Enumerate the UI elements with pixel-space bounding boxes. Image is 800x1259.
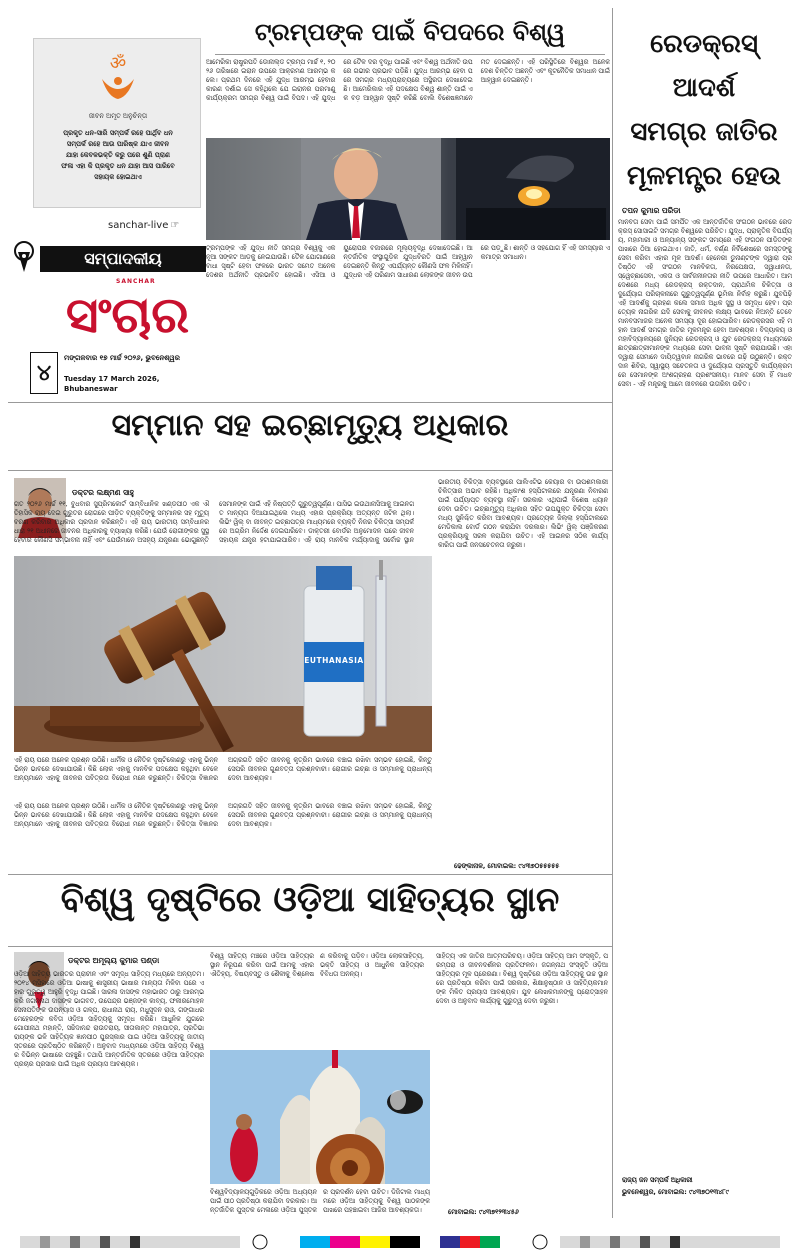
redcross-headline-line: ରେଡକ୍ରସ୍: [650, 29, 758, 59]
trump-headline: ଟ୍ରମ୍ପଙ୍କ ପାଇଁ ବିପଦରେ ବିଶ୍ୱ: [254, 18, 566, 46]
literature-photo: [210, 1050, 430, 1184]
euthanasia-body-mid: ଏହି ରାୟ ପରେ ଅନେକ ପ୍ରଶ୍ନ ଉଠିଛି। ଧାର୍ମିକ ଓ ନୈତିକ ଦୃଷ୍ଟିକୋଣରୁ ଏହାକୁ ଭିନ୍ନ ଭିନ୍ନ ଭାବରେ ଦେଖାଯାଉଛି। କିଛି ଲୋକ ଏହାକୁ ମାନବିକ ପଦକ୍ଷେପ କହୁଥିବା ବେଳେ ଅନ୍ୟମାନେ ଏହାକୁ ଜୀବନର ପବିତ୍ରତା ବିରୋଧୀ ମନେ କରୁଛନ୍ତି। ଚିକିତ୍ସା ବିଜ୍ଞାନର ଅଗ୍ରଗତି ସହିତ ଜୀବନକୁ କୃତ୍ରିମ ଭାବରେ ବଞ୍ଚାଇ ରଖିବା ସମ୍ଭବ ହୋଇଛି, କିନ୍ତୁ ସେପରି ଜୀବନର ଗୁଣବତ୍ତା ପ୍ରଶ୍ନବାଚୀ। ରୋଗୀର ଇଚ୍ଛା ଓ ସମ୍ମାନକୁ ପ୍ରାଧାନ୍ୟ ଦେବା ଆବଶ୍ୟକ।: [14, 756, 432, 782]
literature-body-left: ଓଡ଼ିଆ ସାହିତ୍ୟ ଭାରତର ପ୍ରାଚୀନ ଏବଂ ସମୃଦ୍ଧ ସାହିତ୍ୟ ମଧ୍ୟରେ ଅନ୍ୟତମ। ୨୦୧୪ ମସିହାରେ ଓଡ଼ିଆ ଭାଷାକୁ ଶାସ୍ତ୍ରୀୟ ଭାଷାର ମାନ୍ୟତା ମିଳିବା ପରେ ଏହାର ଗୁରୁତ୍ୱ ଆହୁରି ବୃଦ୍ଧି ପାଇଛି। ସାରଳା ଦାସଙ୍କ ମହାଭାରତ ଠାରୁ ଆରମ୍ଭ କରି ଜଗନ୍ନାଥ ଦାସଙ୍କ ଭାଗବତ, ଉପେନ୍ଦ୍ର ଭଞ୍ଜଙ୍କ କାବ୍ୟ, ଫକୀରମୋହନ ସେନାପତିଙ୍କ ଉପନ୍ୟାସ ଓ ଗଳ୍ପ, ରାଧାନାଥ ରାୟ, ମଧୁସୂଦନ ରାଓ, ଗଙ୍ଗାଧର ମେହେରଙ୍କ କବିତା ଓଡ଼ିଆ ସାହିତ୍ୟକୁ ସମୃଦ୍ଧ କରିଛି। ଆଧୁନିକ ଯୁଗରେ ଗୋପୀନାଥ ମହାନ୍ତି, ସଚ୍ଚିଦାନନ୍ଦ ରାଉତରାୟ, ସୀତାକାନ୍ତ ମହାପାତ୍ର, ପ୍ରତିଭା ରାୟଙ୍କ ଭଳି ସାହିତ୍ୟିକ ଜ୍ଞାନପୀଠ ପୁରସ୍କାର ପାଇ ଓଡ଼ିଆ ସାହିତ୍ୟକୁ ଜାତୀୟ ସ୍ତରରେ ପ୍ରତିଷ୍ଠିତ କରିଛନ୍ତି। ଅନୁବାଦ ମାଧ୍ୟମରେ ଓଡ଼ିଆ ସାହିତ୍ୟ ବିଶ୍ୱର ବିଭିନ୍ନ ଭାଷାରେ ପହଞ୍ଚୁଛି। ତଥାପି ଆନ୍ତର୍ଜାତିକ ସ୍ତରରେ ଓଡ଼ିଆ ସାହିତ୍ୟର ପ୍ରଚାର ପ୍ରସାର ପାଇଁ ଅଧିକ ପ୍ରୟାସ ଆବଶ୍ୟକ।: [14, 970, 204, 1068]
redcross-headline-line: ଆଦର୍ଶ: [672, 73, 736, 103]
editorial-banner: [8, 240, 208, 274]
om-logo: [96, 49, 140, 101]
page-number: ୪: [30, 352, 58, 394]
literature-body-right: ସାହିତ୍ୟ ଏକ ଜାତିର ଆତ୍ମପରିଚୟ। ଓଡ଼ିଆ ସାହିତ୍ୟ ଆମ ସଂସ୍କୃତି, ପରମ୍ପରା ଓ ଜୀବନଦର୍ଶନର ପ୍ରତିଫଳନ। ଜଗନ୍ନାଥ ସଂସ୍କୃତି ଓଡ଼ିଆ ସାହିତ୍ୟର ମୂଳ ପ୍ରେରଣା। ବିଶ୍ୱ ଦୃଷ୍ଟିରେ ଓଡ଼ିଆ ସାହିତ୍ୟକୁ ଉଚ୍ଚ ସ୍ଥାନରେ ପ୍ରତିଷ୍ଠା କରିବା ପାଇଁ ସରକାର, ଶିକ୍ଷାନୁଷ୍ଠାନ ଓ ସାହିତ୍ୟିକମାନଙ୍କ ମିଳିତ ପ୍ରୟାସ ଆବଶ୍ୟକ। ଯୁବ ଲେଖକମାନଙ୍କୁ ପ୍ରୋତ୍ସାହନ ଦେବା ଓ ଅନୁବାଦ କାର୍ଯ୍ୟକୁ ଗୁରୁତ୍ୱ ଦେବା ଜରୁରୀ।: [436, 952, 608, 1005]
quote-line: ସହାୟକ ହୋଇଥାଏ: [94, 173, 142, 181]
dateline-block: [30, 352, 210, 396]
pen-nib-icon: [10, 240, 38, 274]
trump-photo: [206, 138, 610, 240]
euthanasia-body-right: ଭାରତୀୟ ଚିକିତ୍ସା ବ୍ୟବସ୍ଥାରେ ପାଲିଏଟିଭ କେୟାର ବା ଉପଶମକାରୀ ଚିକିତ୍ସାର ଅଭାବ ରହିଛି। ଅଧିକାଂଶ ହସ୍ପିଟାଲରେ ଯନ୍ତ୍ରଣା ନିବାରଣ ପାଇଁ ପର୍ଯ୍ୟାପ୍ତ ବ୍ୟବସ୍ଥା ନାହିଁ। ସରକାର ଏଥିପାଇଁ ବିଶେଷ ଧ୍ୟାନ ଦେବା ଉଚିତ। ଇଚ୍ଛାମୃତ୍ୟୁ ଅଧିକାର ସହିତ ଉପଯୁକ୍ତ ଚିକିତ୍ସା ସେବା ମଧ୍ୟ ସୁନିଶ୍ଚିତ କରିବା ଆବଶ୍ୟକ। ପ୍ରତ୍ୟେକ ଜିଲ୍ଲା ହସ୍ପିଟାଲରେ ମେଡିକାଲ ବୋର୍ଡ ଗଠନ କରାଯିବା ଦରକାର। ଲିଭିଂ ୱିଲ୍ ପଞ୍ଜିକରଣ ପ୍ରକ୍ରିୟାକୁ ସରଳ କରାଯିବା ଉଚିତ। ଏହି ଆଇନର ସଠିକ କାର୍ଯ୍ୟକାରିତା ପାଇଁ ଜନସଚେତନତା ଜରୁରୀ।: [438, 478, 608, 549]
quote-line: ଫଳା ଏହା କି ପ୍ରକୃତ ଧନ ଯାହା ଆସ ପାରିବେ: [61, 162, 175, 170]
vial-label: EUTHANASIA: [304, 656, 364, 665]
date-odia: ମଙ୍ଗଳବାର ୧୭ ମାର୍ଚ୍ଚ ୨୦୨୬, ଭୁବନେଶ୍ୱର: [64, 354, 180, 362]
euthanasia-photo: [14, 556, 432, 752]
redcross-headline-line: ମୂଳମନ୍ତ୍ର ହେଉ: [626, 161, 782, 191]
trump-body-top: ଆମେରିକା ରାଷ୍ଟ୍ରପତି ଡୋନାଲ୍ଡ ଟ୍ରମ୍ପ ମାର୍ଚ୍ଚ ୧, ୨୦୨୬ ତାରିଖରେ ଇରାନ ଉପରେ ଆକ୍ରମଣ ଆରମ୍ଭ କଲେ। ପ୍ରଥମ ଦିନରେ ଏହି ଯୁଦ୍ଧ ଆରମ୍ଭ ହେବାର କାରଣ ଦର୍ଶାଇ ସେ କହିଥିଲେ ଯେ ଇରାନର ପରମାଣୁ କାର୍ଯ୍ୟକ୍ରମ ସମଗ୍ର ବିଶ୍ୱ ପାଇଁ ବିପଦ। ଏହି ଯୁଦ୍ଧରେ ତୈଳ ଦର ବୃଦ୍ଧି ପାଇଛି ଏବଂ ବିଶ୍ୱ ଅର୍ଥନୀତି ଉପରେ ଗଭୀର ପ୍ରଭାବ ପଡ଼ିଛି। ଯୁଦ୍ଧ ଆରମ୍ଭ ହେବା ପରେ ସମଗ୍ର ମଧ୍ୟପ୍ରାଚ୍ୟରେ ଅସ୍ଥିରତା ଦେଖାଦେଇଛି। ଆମେରିକାର ଏହି ପଦକ୍ଷେପ ବିଶ୍ୱ ଶାନ୍ତି ପାଇଁ ଏକ ବଡ଼ ଆହ୍ୱାନ ସୃଷ୍ଟି କରିଛି ବୋଲି ବିଶେଷଜ୍ଞମାନେ ମତ ଦେଇଛନ୍ତି। ଏହି ପରିସ୍ଥିତିରେ ବିଶ୍ୱର ଅନେକ ଦେଶ ଚିନ୍ତିତ ଅଛନ୍ତି ଏବଂ କୂଟନୈତିକ ସମାଧାନ ପାଇଁ ଆହ୍ୱାନ ଦେଇଛନ୍ତି।: [206, 58, 610, 102]
cursor-icon: ☞: [170, 220, 180, 231]
quote-title: ଜୀବନ ଅମୃତ ଅନୁଚିନ୍ତା: [88, 112, 148, 120]
quote-line: ପ୍ରକୃତ ଧନ-ସାରି ସମ୍ପର୍କ ରହେ ପାର୍ଥିବ ଧନ: [63, 129, 173, 137]
redcross-byline: ତପନ କୁମାର ପରିଡା: [622, 206, 681, 215]
redcross-headline-box: [616, 22, 792, 198]
redcross-body: ମାନବତା ସେବା ପାଇଁ ସମର୍ପିତ ଏକ ଆନ୍ତର୍ଜାତିକ ସଂଗଠନ ଭାବରେ ରେଡକ୍ରସ୍ ସୋସାଇଟି ସମଗ୍ର ବିଶ୍ୱରେ ପରିଚିତ। ଯୁଦ୍ଧ, ପ୍ରାକୃତିକ ବିପର୍ଯ୍ୟୟ, ମହାମାରୀ ଓ ଅନ୍ୟାନ୍ୟ ସଙ୍କଟ ସମୟରେ ଏହି ସଂଗଠନ ପୀଡ଼ିତଙ୍କ ପାଖରେ ଠିଆ ହୋଇଥାଏ। ଜାତି, ଧର୍ମ, ବର୍ଣ୍ଣ ନିର୍ବିଶେଷରେ ସମସ୍ତଙ୍କୁ ସେବା କରିବା ଏହାର ମୂଳ ଆଦର୍ଶ। ହେନେରୀ ଡୁନାଣ୍ଟଙ୍କ ଦ୍ୱାରା ପ୍ରତିଷ୍ଠିତ ଏହି ସଂଗଠନ ମାନବିକତା, ନିରପେକ୍ଷତା, ସ୍ୱାଧୀନତା, ସ୍ୱେଚ୍ଛାସେବା, ଏକତା ଓ ସାର୍ବଜନୀନତାର ନୀତି ଉପରେ ଆଧାରିତ। ଆମ ଦେଶରେ ମଧ୍ୟ ରେଡକ୍ରସ୍ ରକ୍ତଦାନ, ପ୍ରାଥମିକ ଚିକିତ୍ସା ଓ ଦୁର୍ଯ୍ୟୋଗ ପରିଚାଳନାରେ ଗୁରୁତ୍ୱପୂର୍ଣ୍ଣ ଭୂମିକା ନିର୍ବାହ କରୁଛି। ଯୁବପିଢ଼ି ଏହି ଆଦର୍ଶକୁ ଗ୍ରହଣ କଲେ ସମାଜ ଅଧିକ ସୁସ୍ଥ ଓ ସମୃଦ୍ଧ ହେବ। ପ୍ରତ୍ୟେକ ନାଗରିକ ଯଦି ସେବାକୁ ଜୀବନର ଲକ୍ଷ୍ୟ ଭାବରେ ନିଅନ୍ତି ତେବେ ମାନବସମାଜର ଅନେକ ସମସ୍ୟା ଦୂର ହୋଇପାରିବ। ରେଡକ୍ରସର ଏହି ମହାନ ଆଦର୍ଶ ସମଗ୍ର ଜାତିର ମୂଳମନ୍ତ୍ର ହେବା ଆବଶ୍ୟକ। ବିଦ୍ୟାଳୟ ଓ ମହାବିଦ୍ୟାଳୟରେ ଜୁନିୟର ରେଡକ୍ରସ୍ ଓ ଯୁବ ରେଡକ୍ରସ୍ ମାଧ୍ୟମରେ ଛାତ୍ରଛାତ୍ରୀମାନଙ୍କ ମଧ୍ୟରେ ସେବା ଭାବନା ସୃଷ୍ଟି କରାଯାଉଛି। ଏହା ଦ୍ୱାରା ସେମାନେ ଦାୟିତ୍ୱବାନ ନାଗରିକ ଭାବରେ ଗଢ଼ି ଉଠୁଛନ୍ତି। ରକ୍ତଦାନ ଶିବିର, ସ୍ୱାସ୍ଥ୍ୟ ସଚେତନତା ଓ ଦୁର୍ଯ୍ୟୋଗ ପ୍ରସ୍ତୁତି କାର୍ଯ୍ୟକ୍ରମରେ ସେମାନଙ୍କ ଅଂଶଗ୍ରହଣ ପ୍ରଶଂସନୀୟ। ମାନବ ସେବା ହିଁ ମାଧବ ସେବା - ଏହି ମନ୍ତ୍ରକୁ ଆମେ ଜୀବନରେ ଉତାରିବା ଉଚିତ।: [618, 218, 792, 388]
redcross-footer: ରାଜ୍ୟ ଜନ ସମ୍ପର୍କ ଅଧିକାରୀ: [622, 1176, 693, 1184]
print-color-bar: [0, 1232, 800, 1252]
quote-box: [33, 38, 201, 208]
masthead-sidebar: [8, 8, 208, 308]
literature-byline: ଡକ୍ଟର ଅମୂଲ୍ୟ କୁମାର ପଣ୍ଡା: [68, 956, 160, 965]
redcross-headline-line: ସମଗ୍ର ଜାତିର: [630, 117, 778, 147]
literature-footer: ମୋବାଇଲ: ୯୪୩୭୧୨୩୪୫୬: [448, 1208, 519, 1216]
quote-line: ଯାହା କେବଳଭକ୍ତି କରୁ ପରେ ଶୁଣି ପ୍ରାଣ: [65, 151, 170, 159]
euthanasia-byline: ଡକ୍ଟର ଲକ୍ଷ୍ମଣ ସାହୁ: [72, 488, 135, 497]
sanchar-small-label: SANCHAR: [116, 278, 156, 285]
sanchar-logo: [40, 278, 215, 358]
euthanasia-body-bottom: ଏହି ରାୟ ପରେ ଅନେକ ପ୍ରଶ୍ନ ଉଠିଛି। ଧାର୍ମିକ ଓ ନୈତିକ ଦୃଷ୍ଟିକୋଣରୁ ଏହାକୁ ଭିନ୍ନ ଭିନ୍ନ ଭାବରେ ଦେଖାଯାଉଛି। କିଛି ଲୋକ ଏହାକୁ ମାନବିକ ପଦକ୍ଷେପ କହୁଥିବା ବେଳେ ଅନ୍ୟମାନେ ଏହାକୁ ଜୀବନର ପବିତ୍ରତା ବିରୋଧୀ ମନେ କରୁଛନ୍ତି। ଚିକିତ୍ସା ବିଜ୍ଞାନର ଅଗ୍ରଗତି ସହିତ ଜୀବନକୁ କୃତ୍ରିମ ଭାବରେ ବଞ୍ଚାଇ ରଖିବା ସମ୍ଭବ ହୋଇଛି, କିନ୍ତୁ ସେପରି ଜୀବନର ଗୁଣବତ୍ତା ପ୍ରଶ୍ନବାଚୀ। ରୋଗୀର ଇଚ୍ଛା ଓ ସମ୍ମାନକୁ ପ୍ରାଧାନ୍ୟ ଦେବା ଆବଶ୍ୟକ।: [14, 802, 432, 828]
literature-body-mid-top: ବିଶ୍ୱ ସାହିତ୍ୟ ମଞ୍ଚରେ ଓଡ଼ିଆ ସାହିତ୍ୟର ସ୍ଥାନ ନିରୂପଣ କରିବା ପାଇଁ ଆମକୁ ଏହାର ଐତିହ୍ୟ, ବିଷୟବସ୍ତୁ ଓ ଶୈଳୀକୁ ବିଶ୍ଳେଷଣ କରିବାକୁ ପଡ଼ିବ। ଓଡ଼ିଆ ଲୋକସାହିତ୍ୟ, ଭକ୍ତି ସାହିତ୍ୟ ଓ ଆଧୁନିକ ସାହିତ୍ୟର ବିବିଧତା ଅନନ୍ୟ।: [210, 952, 424, 978]
city-english: Bhubaneswar: [64, 385, 118, 393]
quote-line: ସମ୍ପର୍କ ରହେ ଆଉ ପାରିଷ୍କ ଯାଏ ଜୀବନ: [66, 140, 170, 148]
redcross-footer-contact: ଭୁବନେଶ୍ୱର, ମୋବାଇଲ: ୯୪୩୭୦୧୩୪୮୯: [622, 1188, 729, 1196]
euthanasia-footer: ଢେଙ୍କାନାଳ, ମୋବାଇଲ: ୯୪୩୭୦୫୫୫୫୫: [454, 862, 560, 870]
euthanasia-headline: ସମ୍ମାନ ସହ ଇଚ୍ଛାମୃତ୍ୟୁ ଅଧିକାର: [111, 408, 509, 443]
editorial-label: ସମ୍ପାଦକୀୟ: [40, 246, 206, 272]
svg-text:ॐ: ॐ: [109, 53, 127, 74]
date-english: Tuesday 17 March 2026,: [64, 375, 160, 383]
sanchar-title: ସଂଚାର: [65, 286, 190, 344]
euthanasia-body-left: ଗତ ୨୦୨୬ ମାର୍ଚ୍ଚ ୧୧, ବୁଧବାର ସୁପ୍ରିମକୋର୍ଟ ସାମ୍ବିଧାନିକ ଖଣ୍ଡପୀଠ ଏକ ଐତିହାସିକ ରାୟ ଦେଇ ଗୁରୁତର ରୋଗରେ ପୀଡ଼ିତ ବ୍ୟକ୍ତିଙ୍କୁ ସମ୍ମାନର ସହ ମୃତ୍ୟୁ ବରଣ କରିବାର ଅଧିକାର ପ୍ରଦାନ କରିଛନ୍ତି। ଏହି ରାୟ ଭାରତୀୟ ସମ୍ବିଧାନର ଧାରା ୨୧ ଅଧୀନରେ ଜୀବନର ଅଧିକାରକୁ ବ୍ୟାଖ୍ୟା କରିଛି। ଯେଉଁ ରୋଗୀଙ୍କର ସୁସ୍ଥ ହେବାର କୌଣସି ସମ୍ଭାବନା ନାହିଁ ଏବଂ ଯେଉଁମାନେ ଅସହ୍ୟ ଯନ୍ତ୍ରଣା ଭୋଗୁଛନ୍ତି ସେମାନଙ୍କ ପାଇଁ ଏହି ନିଷ୍ପତ୍ତି ଗୁରୁତ୍ୱପୂର୍ଣ୍ଣ। ପାସିଭ ଇଉଥାନାସିଆକୁ ଆଇନଗତ ମାନ୍ୟତା ଦିଆଯାଇଥିଲେ ମଧ୍ୟ ଏହାର ପ୍ରକ୍ରିୟା ଅତ୍ୟନ୍ତ ଜଟିଳ ଥିଲା। ଲିଭିଂ ୱିଲ୍ ବା ଜୀବନ୍ତ ଇଚ୍ଛାପତ୍ର ମାଧ୍ୟମରେ ବ୍ୟକ୍ତି ନିଜର ଚିକିତ୍ସା ସମ୍ପର୍କରେ ଅଗ୍ରିମ ନିର୍ଦ୍ଦେଶ ଦେଇପାରିବେ। ଡାକ୍ତରୀ ବୋର୍ଡର ଅନୁମୋଦନ ପରେ ଜୀବନ ସହାୟକ ଯନ୍ତ୍ର ହଟାଯାଇପାରିବ। ଏହି ରାୟ ମାନବିକ ମର୍ଯ୍ୟାଦାକୁ ସର୍ବୋଚ୍ଚ ସ୍ଥାନ: [14, 500, 414, 544]
website-link[interactable]: sanchar-live: [108, 220, 169, 231]
literature-body-mid-bottom: ବିଶ୍ୱବିଦ୍ୟାଳୟଗୁଡ଼ିକରେ ଓଡ଼ିଆ ଅଧ୍ୟୟନ ପାଇଁ ପୀଠ ପ୍ରତିଷ୍ଠା କରାଯିବା ଦରକାର। ଆନ୍ତର୍ଜାତିକ ପୁସ୍ତକ ମେଳାରେ ଓଡ଼ିଆ ପୁସ୍ତକର ପ୍ରଦର୍ଶନ ହେବା ଉଚିତ। ଡିଜିଟାଲ ମାଧ୍ୟମରେ ଓଡ଼ିଆ ସାହିତ୍ୟକୁ ବିଶ୍ୱ ପାଠକଙ୍କ ପାଖରେ ପହଞ୍ଚାଇବା ଆଜିର ଆବଶ୍ୟକତା।: [210, 1188, 430, 1214]
literature-headline: ବିଶ୍ୱ ଦୃଷ୍ଟିରେ ଓଡ଼ିଆ ସାହିତ୍ୟର ସ୍ଥାନ: [60, 880, 560, 920]
trump-body-bottom: ଟ୍ରମ୍ପଙ୍କ ଏହି ଯୁଦ୍ଧ ନୀତି ସମଗ୍ର ବିଶ୍ୱକୁ ଏକ ନୂଆ ସଙ୍କଟ ଆଡ଼କୁ ନେଇଯାଉଛି। ତୈଳ ଯୋଗାଣରେ ବାଧା ସୃଷ୍ଟି ହେବା ଫଳରେ ଭାରତ ସମେତ ଅନେକ ଦେଶର ଅର୍ଥନୀତି ପ୍ରଭାବିତ ହୋଇଛି। ଏସିଆ ଓ ୟୁରୋପର ବଜାରରେ ମୂଲ୍ୟବୃଦ୍ଧି ଦେଖାଦେଇଛି। ଆନ୍ତର୍ଜାତିକ ସଂସ୍ଥାଗୁଡ଼ିକ ଯୁଦ୍ଧବିରତି ପାଇଁ ଆହ୍ୱାନ ଦେଇଛନ୍ତି କିନ୍ତୁ ଏପର୍ଯ୍ୟନ୍ତ କୌଣସି ଫଳ ମିଳିନାହିଁ। ଯୁଦ୍ଧର ଏହି ପରିଣାମ ସାଧାରଣ ଲୋକଙ୍କ ଜୀବନ ଉପରେ ପଡ଼ୁଛି। ଶାନ୍ତି ଓ ସହଯୋଗ ହିଁ ଏହି ସମସ୍ୟାର ଏକମାତ୍ର ସମାଧାନ।: [206, 244, 610, 279]
